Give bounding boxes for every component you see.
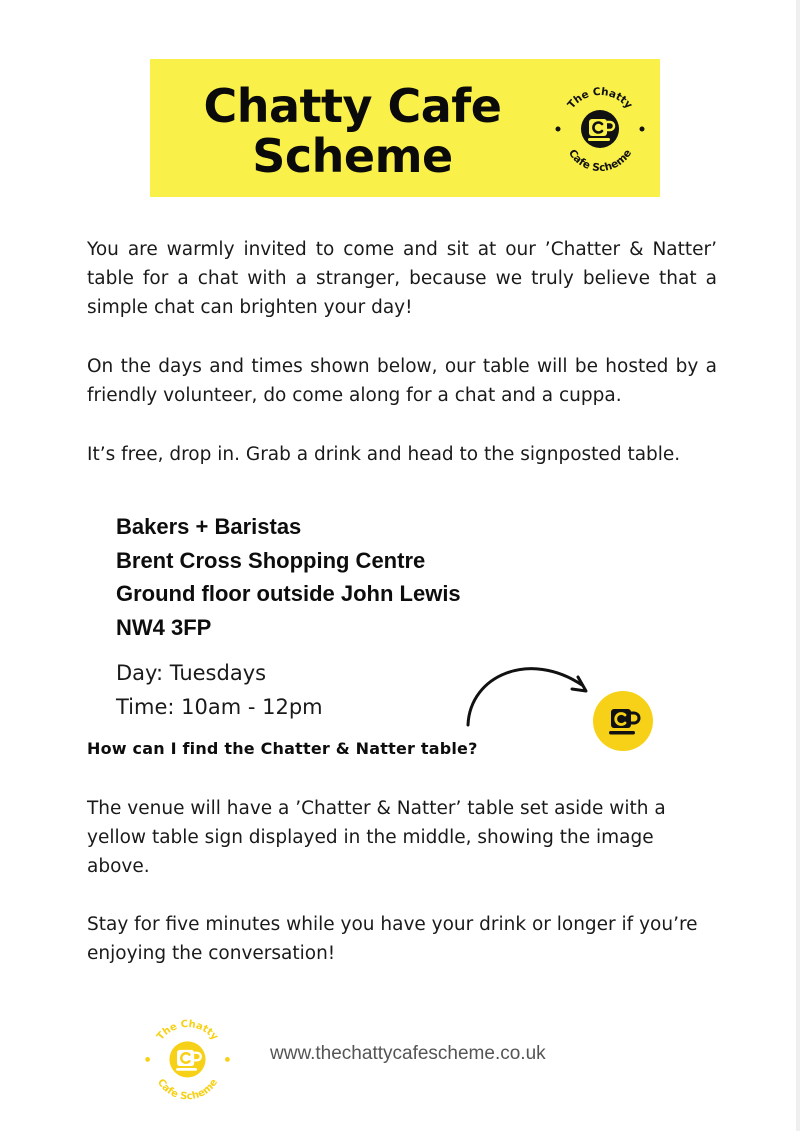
page-edge	[796, 0, 800, 1131]
logo-text-bottom: Cafe Scheme	[565, 147, 635, 175]
intro-paragraph-2: On the days and times shown below, our table will be hosted by a friendly volunteer, do come along for a chat and a cuppa.	[87, 356, 717, 406]
page-title	[150, 81, 555, 181]
footer-logo-icon	[140, 1010, 235, 1105]
venue-position: Ground floor outside John Lewis	[116, 581, 461, 606]
schedule	[116, 656, 323, 724]
curved-arrow-icon	[460, 655, 600, 730]
svg-text:Cafe Scheme	[155, 1077, 220, 1102]
chatty-cafe-logo-icon	[550, 77, 650, 177]
schedule-day: Day: Tuesdays	[116, 661, 267, 685]
coffee-cup-icon	[592, 690, 654, 752]
venue-location: Brent Cross Shopping Centre	[116, 547, 426, 573]
header-banner	[150, 59, 660, 197]
schedule-time: Time: 10am - 12pm	[116, 695, 323, 719]
footer-logo-text-bottom: Cafe Scheme	[154, 1077, 221, 1103]
faq-answer: The venue will have a ’Chatter & Natter’ table set aside with a yellow table sign displayed in the middle, showing the image above.	[87, 798, 666, 877]
venue-name: Bakers + Baristas	[116, 514, 302, 539]
faq-question: How can I find the Chatter & Natter table?	[87, 739, 478, 758]
title-line-1: Chatty Cafe	[203, 79, 502, 133]
footer-logo-text-top: The Chatty	[155, 1018, 220, 1043]
svg-text:Cafe Scheme	[566, 147, 634, 174]
venue-details	[116, 510, 461, 644]
logo-text-top: The Chatty	[565, 85, 635, 112]
website-link[interactable]: www.thechattycafescheme.co.uk	[270, 1043, 546, 1064]
closing-paragraph: Stay for five minutes while you have your drink or longer if you’re enjoying the conversation!	[87, 914, 698, 964]
intro-paragraph-1: You are warmly invited to come and sit at our ’Chatter & Natter’ table for a chat with a stranger, because we truly believe that a simple chat can brighten your day!	[87, 239, 717, 318]
svg-text:The Chatty	[565, 86, 634, 111]
intro-paragraph-3: It’s free, drop in. Grab a drink and head to the signposted table.	[87, 444, 681, 465]
title-line-2: Scheme	[252, 129, 453, 183]
svg-text:The Chatty	[155, 1019, 220, 1043]
venue-postcode: NW4 3FP	[116, 614, 212, 640]
